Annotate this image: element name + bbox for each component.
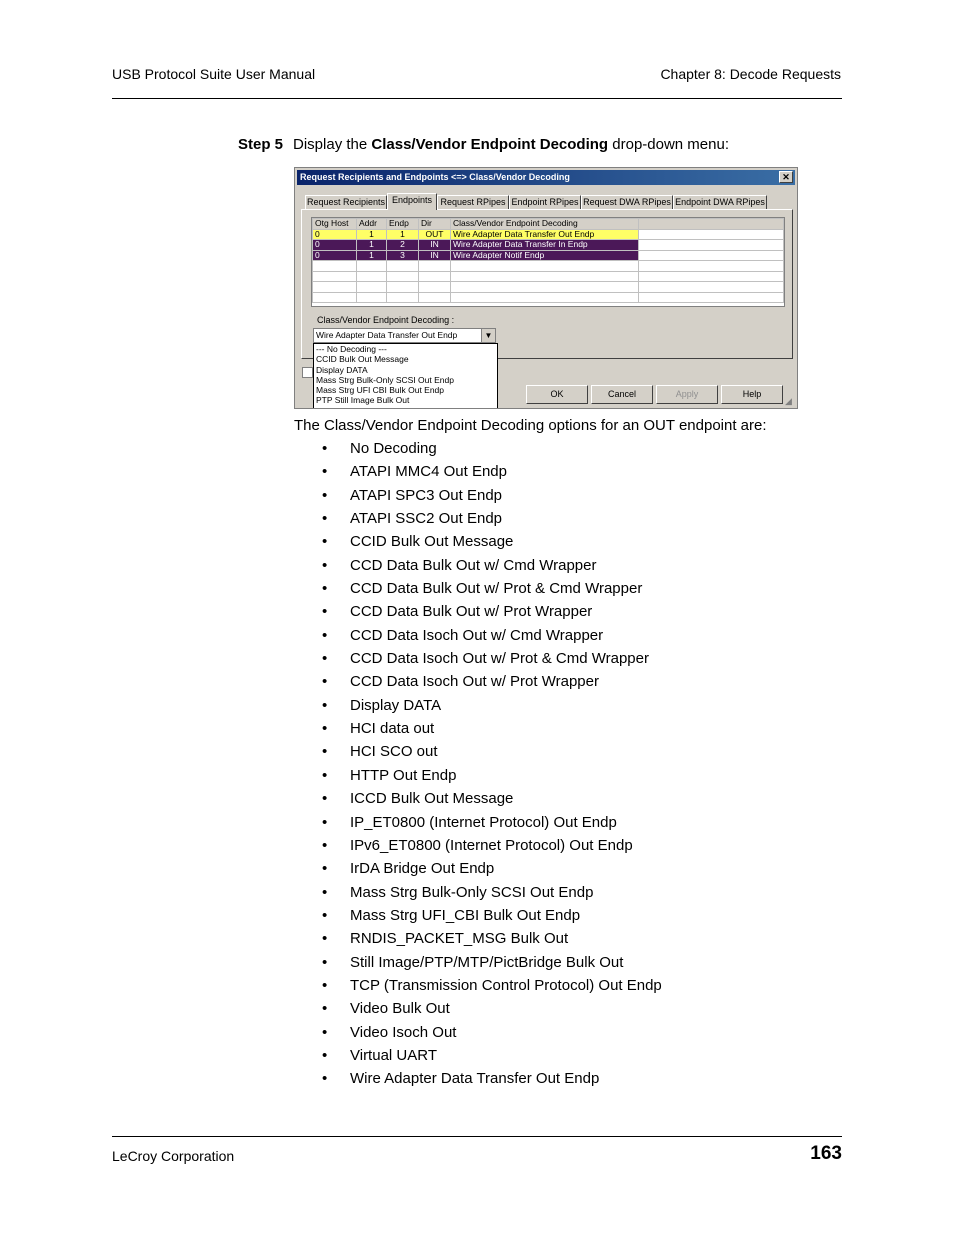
cell-endp: 3 bbox=[387, 250, 419, 261]
cell-blank bbox=[639, 250, 784, 261]
cell-dir: IN bbox=[419, 250, 451, 261]
cell-dir: OUT bbox=[419, 229, 451, 240]
list-item: • CCD Data Isoch Out w/ Cmd Wrapper bbox=[322, 626, 604, 644]
page-number: 163 bbox=[810, 1143, 842, 1164]
list-item: • ATAPI SSC2 Out Endp bbox=[322, 510, 503, 528]
apply-button[interactable]: Apply bbox=[656, 385, 718, 404]
ok-button[interactable]: OK bbox=[526, 385, 588, 404]
dialog-title: Request Recipients and Endpoints <=> Class/Vendor Decoding bbox=[300, 172, 570, 182]
step-label: Step 5 bbox=[238, 136, 284, 153]
cancel-button[interactable]: Cancel bbox=[591, 385, 653, 404]
decoding-dropdown-list[interactable] bbox=[313, 343, 498, 409]
list-item: • Mass Strg UFI_CBI Bulk Out Endp bbox=[322, 906, 581, 924]
decoding-select[interactable] bbox=[313, 328, 496, 343]
list-item: • ICCD Bulk Out Message bbox=[322, 790, 514, 808]
list-item: • Wire Adapter Data Transfer Out Endp bbox=[322, 1070, 600, 1088]
table-row bbox=[313, 292, 784, 303]
list-item: • IPv6_ET0800 (Internet Protocol) Out Endp bbox=[322, 836, 633, 854]
list-item: • RNDIS_PACKET_MSG Bulk Out bbox=[322, 930, 569, 948]
list-item: • CCD Data Isoch Out w/ Prot Wrapper bbox=[322, 673, 599, 691]
cell-otg: 0 bbox=[313, 240, 357, 251]
list-item: • Display DATA bbox=[322, 696, 442, 714]
step-text-after: drop-down menu: bbox=[608, 136, 729, 153]
decoding-select-value: Wire Adapter Data Transfer Out Endp bbox=[316, 330, 458, 340]
table-row bbox=[313, 282, 784, 293]
dropdown-option[interactable]: CCID Bulk Out Message bbox=[316, 354, 409, 365]
tab-endpoint-dwa-rpipes[interactable]: Endpoint DWA RPipes bbox=[673, 195, 767, 209]
footer-company: LeCroy Corporation bbox=[112, 1148, 235, 1164]
grid-header-row bbox=[313, 219, 784, 230]
tab-request-dwa-rpipes[interactable]: Request DWA RPipes bbox=[581, 195, 673, 209]
table-row bbox=[313, 271, 784, 282]
table-row bbox=[313, 261, 784, 272]
cell-endp: 1 bbox=[387, 229, 419, 240]
cell-addr: 1 bbox=[357, 229, 387, 240]
step-text-before: Display the bbox=[293, 136, 372, 153]
header-rule bbox=[112, 98, 842, 99]
col-addr[interactable]: Addr bbox=[357, 219, 387, 230]
list-item: • No Decoding bbox=[322, 440, 437, 457]
cell-blank bbox=[639, 229, 784, 240]
step-instruction bbox=[238, 136, 729, 153]
cell-addr: 1 bbox=[357, 250, 387, 261]
dropdown-option[interactable]: --- No Decoding --- bbox=[316, 344, 387, 354]
table-row[interactable] bbox=[313, 240, 784, 251]
list-item: • CCD Data Bulk Out w/ Prot & Cmd Wrapper bbox=[322, 580, 643, 598]
running-header-chapter: Chapter 8: Decode Requests bbox=[660, 66, 841, 82]
tab-request-recipients[interactable]: Request Recipients bbox=[306, 197, 386, 207]
dropdown-option[interactable]: Mass Strg UFI CBI Bulk Out Endp bbox=[316, 385, 445, 396]
cell-decoding[interactable]: Wire Adapter Data Transfer Out Endp bbox=[451, 229, 639, 240]
tab-endpoint-rpipes[interactable]: Endpoint RPipes bbox=[509, 195, 581, 209]
col-decoding[interactable]: Class/Vendor Endpoint Decoding bbox=[451, 219, 639, 230]
resize-grip-icon[interactable]: ◢ bbox=[785, 396, 792, 406]
list-item: • Still Image/PTP/MTP/PictBridge Bulk Out bbox=[322, 953, 624, 971]
cell-decoding[interactable]: Wire Adapter Data Transfer In Endp bbox=[451, 240, 639, 251]
table-row[interactable] bbox=[313, 250, 784, 261]
list-item: • TCP (Transmission Control Protocol) Out Endp bbox=[322, 976, 662, 994]
cell-decoding[interactable]: Wire Adapter Notif Endp bbox=[451, 250, 639, 261]
list-item: • IP_ET0800 (Internet Protocol) Out Endp bbox=[322, 813, 617, 831]
step-bold: Class/Vendor Endpoint Decoding bbox=[371, 136, 609, 153]
col-dir[interactable]: Dir bbox=[419, 219, 451, 230]
cell-blank bbox=[639, 240, 784, 251]
dialog-titlebar bbox=[297, 170, 795, 185]
decoding-dialog bbox=[294, 167, 798, 409]
col-endp[interactable]: Endp bbox=[387, 219, 419, 230]
decoding-field-label: Class/Vendor Endpoint Decoding : bbox=[317, 315, 455, 325]
list-item: • CCD Data Bulk Out w/ Cmd Wrapper bbox=[322, 556, 597, 574]
option-checkbox[interactable] bbox=[302, 367, 313, 378]
list-item: • CCD Data Isoch Out w/ Prot & Cmd Wrapper bbox=[322, 650, 649, 668]
list-item: • Virtual UART bbox=[322, 1046, 437, 1064]
list-item: • HCI SCO out bbox=[322, 743, 438, 761]
cell-addr: 1 bbox=[357, 240, 387, 251]
table-row[interactable] bbox=[313, 229, 784, 240]
endpoint-table bbox=[312, 218, 784, 303]
options-list bbox=[320, 439, 662, 1093]
dropdown-option[interactable]: Display DATA bbox=[316, 364, 368, 375]
dropdown-option[interactable]: PTP Still Image Bulk Out bbox=[316, 395, 410, 406]
tab-endpoints[interactable]: Endpoints bbox=[387, 193, 437, 210]
list-item: • ATAPI SPC3 Out Endp bbox=[322, 486, 503, 504]
endpoint-grid[interactable] bbox=[311, 217, 785, 307]
cell-otg: 0 bbox=[313, 250, 357, 261]
help-button[interactable]: Help bbox=[721, 385, 783, 404]
cell-otg: 0 bbox=[313, 229, 357, 240]
list-item: • IrDA Bridge Out Endp bbox=[322, 860, 495, 878]
list-item: • CCID Bulk Out Message bbox=[322, 533, 514, 551]
col-blank bbox=[639, 219, 784, 230]
cell-dir: IN bbox=[419, 240, 451, 251]
list-item: • CCD Data Bulk Out w/ Prot Wrapper bbox=[322, 603, 593, 621]
list-item: • HCI data out bbox=[322, 720, 435, 738]
col-otg-host[interactable]: Otg Host bbox=[313, 219, 357, 230]
dropdown-option[interactable]: Mass Strg Bulk-Only SCSI Out Endp bbox=[316, 374, 454, 385]
footer-rule bbox=[112, 1136, 842, 1137]
options-intro: The Class/Vendor Endpoint Decoding options for an OUT endpoint are: bbox=[294, 417, 767, 434]
list-item: • HTTP Out Endp bbox=[322, 766, 457, 784]
list-item: • Video Isoch Out bbox=[322, 1023, 457, 1041]
list-item: • ATAPI MMC4 Out Endp bbox=[322, 463, 507, 481]
close-icon[interactable]: ✕ bbox=[779, 171, 793, 183]
list-item: • Video Bulk Out bbox=[322, 1000, 450, 1018]
chevron-down-icon[interactable]: ▼ bbox=[481, 329, 495, 342]
list-item: • Mass Strg Bulk-Only SCSI Out Endp bbox=[322, 883, 594, 901]
tab-request-rpipes[interactable]: Request RPipes bbox=[437, 195, 509, 209]
cell-endp: 2 bbox=[387, 240, 419, 251]
running-header-title: USB Protocol Suite User Manual bbox=[112, 66, 316, 82]
